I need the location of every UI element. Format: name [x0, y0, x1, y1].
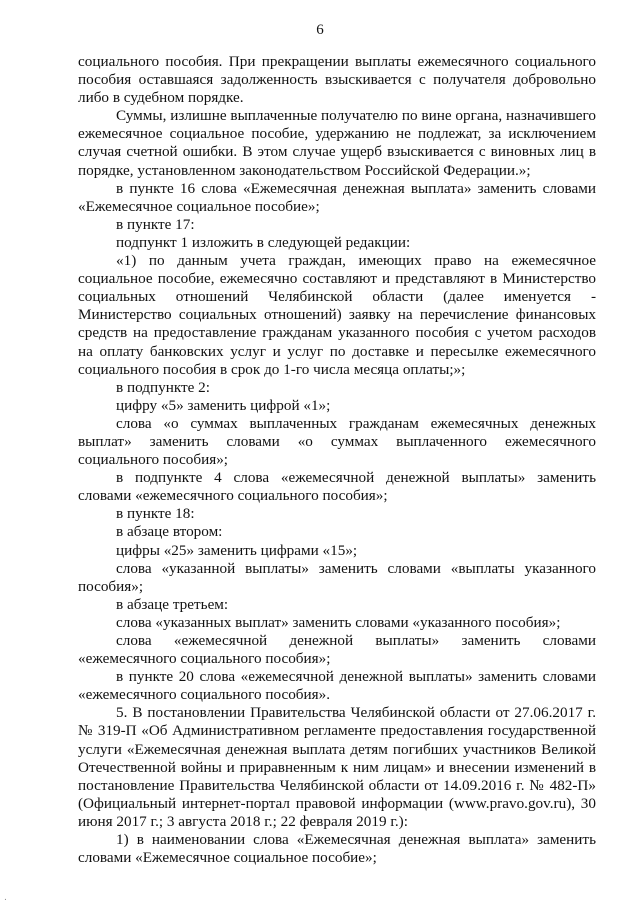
paragraph: цифру «5» заменить цифрой «1»; — [116, 396, 331, 414]
paragraph: в пункте 18: — [116, 505, 195, 523]
paragraph: в пункте 20 слова «ежемесячной денежной выплаты» заменить словами «ежемесячного социального пособия». — [78, 668, 596, 704]
paragraph: подпункт 1 изложить в следующей редакции: — [116, 233, 411, 251]
paragraph: слова «ежемесячной денежной выплаты» заменить словами «ежемесячного социального пособия»; — [78, 632, 596, 668]
paragraph: слова «о суммах выплаченных гражданам ежемесячных денежных выплат» заменить словами «о суммах выплаченного ежемесячного социального пособия»; — [78, 414, 596, 469]
paragraph: слова «указанной выплаты» заменить словами «выплаты указанного пособия»; — [78, 559, 596, 595]
document-body — [78, 53, 596, 867]
paragraph: слова «указанных выплат» заменить словами «указанного пособия»; — [116, 613, 561, 631]
paragraph: цифры «25» заменить цифрами «15»; — [116, 541, 358, 559]
paragraph: в подпункте 2: — [116, 378, 210, 396]
scan-mark: . — [4, 893, 7, 903]
paragraph: в абзаце третьем: — [116, 595, 229, 613]
page-number: 6 — [316, 22, 324, 38]
paragraph: Суммы, излишне выплаченные получателю по вине органа, назначившего ежемесячное социальное пособие, удержанию не подлежат, за исключением случая счетной ошибки. В этом случае ущерб взыскивается с виновных лиц в порядке, установленном законодательством Российской Федерации.»; — [78, 107, 596, 179]
paragraph: в пункте 17: — [116, 215, 195, 233]
paragraph: в пункте 16 слова «Ежемесячная денежная выплата» заменить словами «Ежемесячное социальное пособие»; — [78, 179, 596, 215]
paragraph: в подпункте 4 слова «ежемесячной денежной выплаты» заменить словами «ежемесячного социального пособия»; — [78, 469, 596, 505]
paragraph: 5. В постановлении Правительства Челябинской области от 27.06.2017 г. № 319-П «Об Административном регламенте предоставления государственной услуги «Ежемесячная денежная выплата детям погибших участников Великой Отечественной войны и приравненным к ним лицам» и внесении изменений в постановление Правительства Челябинской области от 14.09.2016 г. № 482-П» (Официальный интернет-портал правовой информации (www.pravo.gov.ru), 30 июня 2017 г.; 3 августа 2018 г.; 22 февраля 2019 г.): — [78, 704, 596, 830]
paragraph: 1) в наименовании слова «Ежемесячная денежная выплата» заменить словами «Ежемесячное социальное пособие»; — [78, 831, 596, 867]
paragraph: социального пособия. При прекращении выплаты ежемесячного социального пособия оставшаяся задолженность взыскивается с получателя добровольно либо в судебном порядке. — [78, 53, 596, 107]
paragraph: в абзаце втором: — [116, 523, 223, 541]
paragraph: «1) по данным учета граждан, имеющих право на ежемесячное социальное пособие, ежемесячно составляют и представляют в Министерство социальных отношений Челябинской области (далее именуется - Министерство социальных отношений) заявку на перечисление финансовых средств на предоставление гражданам указанного пособия с учетом расходов на оплату банковских услуг и услуг по доставке и пересылке ежемесячного социального пособия в срок до 1-го числа месяца оплаты;»; — [78, 252, 596, 378]
